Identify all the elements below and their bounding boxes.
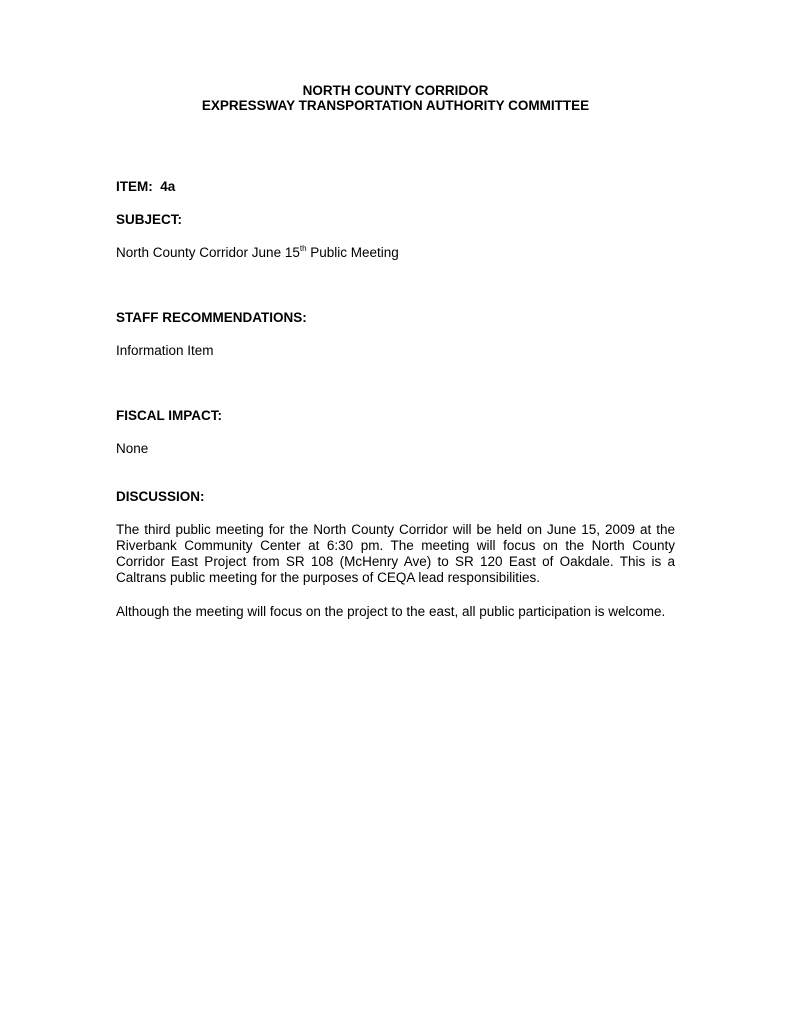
subject-text-main: North County Corridor June 15 xyxy=(116,245,300,260)
item-value: 4a xyxy=(160,179,176,194)
discussion-paragraph-2: Although the meeting will focus on the project to the east, all public participation is welcome. xyxy=(116,604,666,619)
staff-recommendations-label: STAFF RECOMMENDATIONS: xyxy=(116,310,307,325)
subject-label: SUBJECT: xyxy=(116,212,183,227)
staff-recommendations-text: Information Item xyxy=(116,343,214,358)
discussion-paragraph-1: The third public meeting for the North County Corridor will be held on June 15, 2009 at the Riverbank Community Center at 6:30 pm. The meeting will focus on the North County Corridor East Project from SR 108 (McHenry Ave) to SR 120 East of Oakdale. This is a Caltrans public meeting for the purposes of CEQA lead responsibilities. xyxy=(116,522,675,585)
header-title-line1: NORTH COUNTY CORRIDOR xyxy=(302,83,489,98)
item-line xyxy=(116,179,675,195)
discussion-label: DISCUSSION: xyxy=(116,489,205,504)
fiscal-impact-label: FISCAL IMPACT: xyxy=(116,408,222,423)
subject-superscript: th xyxy=(299,243,307,253)
item-label: ITEM: xyxy=(116,179,153,194)
subject-text xyxy=(116,245,675,261)
header-title-line2: EXPRESSWAY TRANSPORTATION AUTHORITY COMMITTEE xyxy=(201,98,590,113)
fiscal-impact-text: None xyxy=(116,441,149,456)
subject-text-tail: Public Meeting xyxy=(306,245,399,260)
